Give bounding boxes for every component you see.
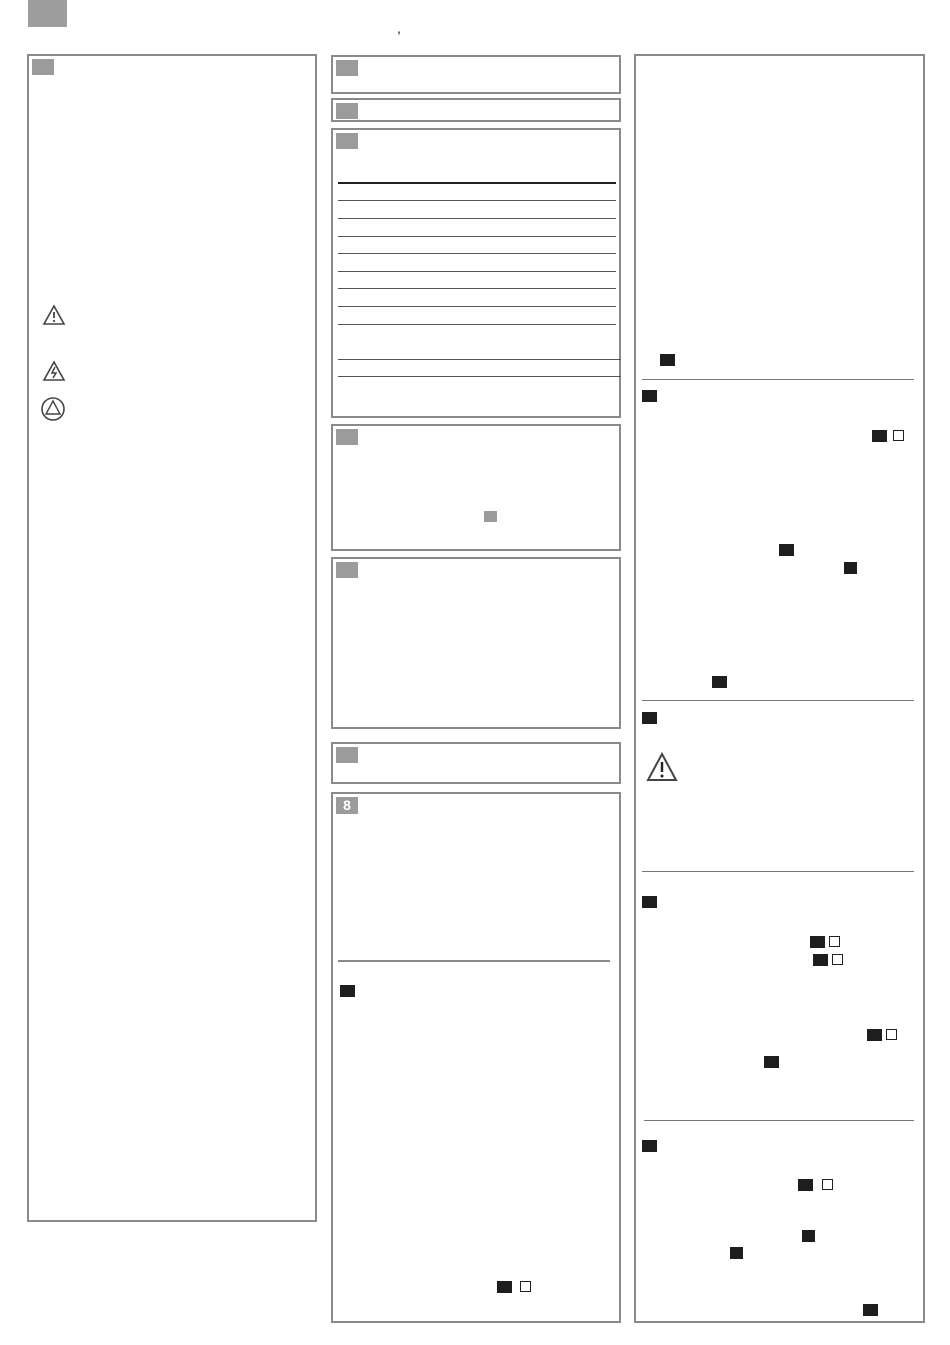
- section-badge: [336, 747, 358, 763]
- step-badge: [642, 712, 657, 724]
- figure-ref-badge: [802, 1230, 815, 1242]
- column-3-frame: [634, 54, 925, 1323]
- figure-ref-box: [832, 954, 843, 965]
- figure-ref-badge: [798, 1179, 813, 1191]
- figure-ref-box: [893, 430, 904, 441]
- figure-ref-badge: [730, 1247, 743, 1259]
- table-row-rule: [338, 376, 621, 377]
- figure-ref-box: [822, 1179, 833, 1190]
- figure-ref-badge: [813, 954, 828, 966]
- table-row-rule: [338, 253, 616, 254]
- figure-ref-box: [520, 1281, 531, 1292]
- figure-ref-badge: [863, 1304, 878, 1316]
- section-frame-d: [331, 557, 621, 729]
- section-8-badge: 8: [336, 797, 358, 814]
- safety-circle-triangle-icon: [40, 396, 66, 422]
- figure-ref-box: [829, 936, 840, 947]
- section-frame-a: [331, 55, 621, 94]
- electric-hazard-icon: [42, 360, 66, 382]
- section-frame-e: [331, 742, 621, 784]
- step-badge: [660, 354, 675, 366]
- table-row-rule: [338, 236, 616, 237]
- figure-ref-badge: [712, 676, 727, 688]
- figure-ref-badge: [764, 1056, 779, 1068]
- section-badge: [336, 429, 358, 445]
- inline-grey-marker: [484, 511, 497, 522]
- figure-ref-badge: [810, 936, 825, 948]
- step-divider: [642, 871, 914, 872]
- section-badge: [336, 60, 358, 76]
- figure-ref-badge: [844, 562, 857, 574]
- step-badge: [340, 985, 355, 997]
- section-frame-b: [331, 98, 621, 122]
- figure-ref-badge: [497, 1281, 512, 1293]
- step-divider: [644, 1120, 914, 1121]
- step-divider: [642, 379, 914, 380]
- table-row-rule: [338, 306, 616, 307]
- table-row-rule: [338, 200, 616, 201]
- table-row-rule: [338, 271, 616, 272]
- spec-table-frame: [331, 128, 621, 418]
- table-row-rule: [338, 359, 621, 360]
- section-8-frame: [331, 792, 621, 1323]
- header-comma: ,: [397, 20, 401, 36]
- caution-triangle-icon: [646, 752, 678, 782]
- figure-ref-box: [886, 1029, 897, 1040]
- table-row-rule: [338, 288, 616, 289]
- section-badge: [32, 59, 54, 75]
- header-badge: [28, 0, 67, 27]
- figure-ref-badge: [867, 1029, 882, 1041]
- section-badge: [336, 103, 358, 119]
- table-row-rule: [338, 218, 616, 219]
- section-divider: [338, 960, 610, 962]
- figure-ref-badge: [872, 430, 887, 442]
- table-header-rule: [338, 182, 616, 184]
- step-divider: [642, 700, 914, 701]
- step-badge: [642, 896, 657, 908]
- column-1-frame: [27, 54, 317, 1222]
- figure-ref-badge: [779, 544, 794, 556]
- warning-triangle-icon: [42, 304, 66, 326]
- step-badge: [642, 1140, 657, 1152]
- section-badge: [336, 133, 358, 149]
- table-row-rule: [338, 324, 616, 325]
- section-badge: [336, 562, 358, 578]
- section-frame-c: [331, 424, 621, 551]
- step-badge: [642, 390, 657, 402]
